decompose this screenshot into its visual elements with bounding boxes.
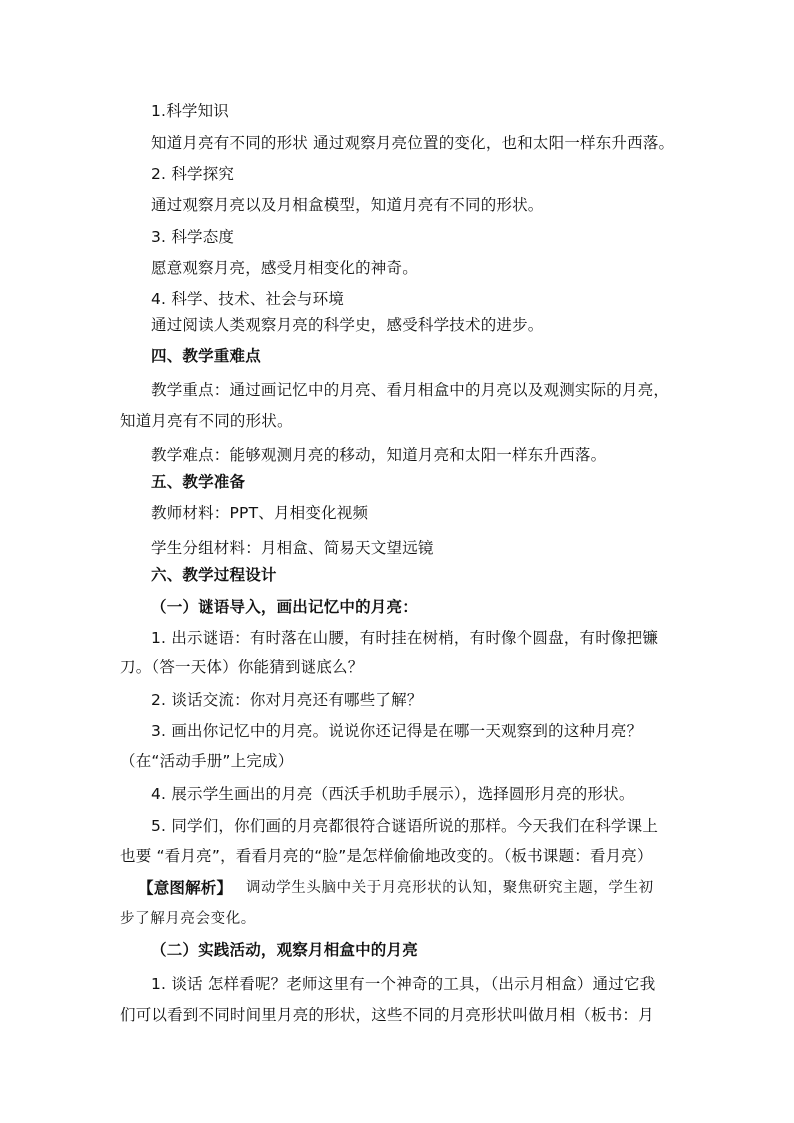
paragraph: 教学重点：通过画记忆中的月亮、看月相盒中的月亮以及观测实际的月亮， <box>151 381 670 399</box>
heading-preparation: 五、教学准备 <box>151 473 246 491</box>
paragraph: 通过阅读人类观察月亮的科学史，感受科学技术的进步。 <box>151 316 544 334</box>
paragraph: 通过观察月亮以及月相盒模型，知道月亮有不同的形状。 <box>151 196 544 214</box>
section-1-heading: 1.科学知识 <box>151 102 229 120</box>
intent-analysis-label: 【意图解析】 <box>138 879 233 897</box>
section-2-heading: 2. 科学探究 <box>151 165 235 183</box>
subheading: （一）谜语导入，画出记忆中的月亮： <box>151 598 418 616</box>
intent-analysis-text: 步了解月亮会变化。 <box>120 911 256 927</box>
paragraph: 刀。（答一天体）你能猜到谜底么？ <box>120 658 364 676</box>
paragraph: 1. 出示谜语：有时落在山腰，有时挂在树梢，有时像个圆盘，有时像把镰 <box>151 629 659 647</box>
intent-analysis-text: 调动学生头脑中关于月亮形状的认知，聚焦研究主题，学生初 <box>246 880 654 896</box>
subheading: （二）实践活动，观察月相盒中的月亮 <box>151 941 418 959</box>
paragraph: 知道月亮有不同的形状 通过观察月亮位置的变化，也和太阳一样东升西落。 <box>151 134 675 152</box>
paragraph: 3. 画出你记忆中的月亮。说说你还记得是在哪一天观察到的这种月亮？ <box>151 722 643 740</box>
paragraph: 们可以看到不同时间里月亮的形状，这些不同的月亮形状叫做月相（板书：月 <box>120 1006 654 1024</box>
section-3-heading: 3. 科学态度 <box>151 228 235 246</box>
paragraph: 知道月亮有不同的形状。 <box>120 412 293 430</box>
paragraph: 愿意观察月亮，感受月相变化的神奇。 <box>151 259 418 277</box>
heading-process: 六、教学过程设计 <box>151 566 277 584</box>
paragraph: 2. 谈话交流：你对月亮还有哪些了解？ <box>151 691 423 709</box>
paragraph: 教学难点：能够观测月亮的移动，知道月亮和太阳一样东升西落。 <box>151 446 607 464</box>
paragraph: 5. 同学们，你们画的月亮都很符合谜语所说的那样。今天我们在科学课上 <box>151 817 659 835</box>
paragraph: （在“活动手册”上完成） <box>120 752 294 770</box>
paragraph: 1. 谈话 怎样看呢？老师这里有一个神奇的工具，（出示月相盒）通过它我 <box>151 975 656 993</box>
paragraph: 学生分组材料：月相盒、简易天文望远镜 <box>151 539 434 557</box>
section-4-heading: 4. 科学、技术、社会与环境 <box>151 290 345 308</box>
paragraph: 也要 “看月亮”，看看月亮的“脸”是怎样偷偷地改变的。（板书课题：看月亮） <box>120 847 653 865</box>
heading-key-points: 四、教学重难点 <box>151 347 261 365</box>
paragraph: 4. 展示学生画出的月亮（西沃手机助手展示），选择圆形月亮的形状。 <box>151 785 635 803</box>
paragraph: 教师材料：PPT、月相变化视频 <box>151 504 369 522</box>
